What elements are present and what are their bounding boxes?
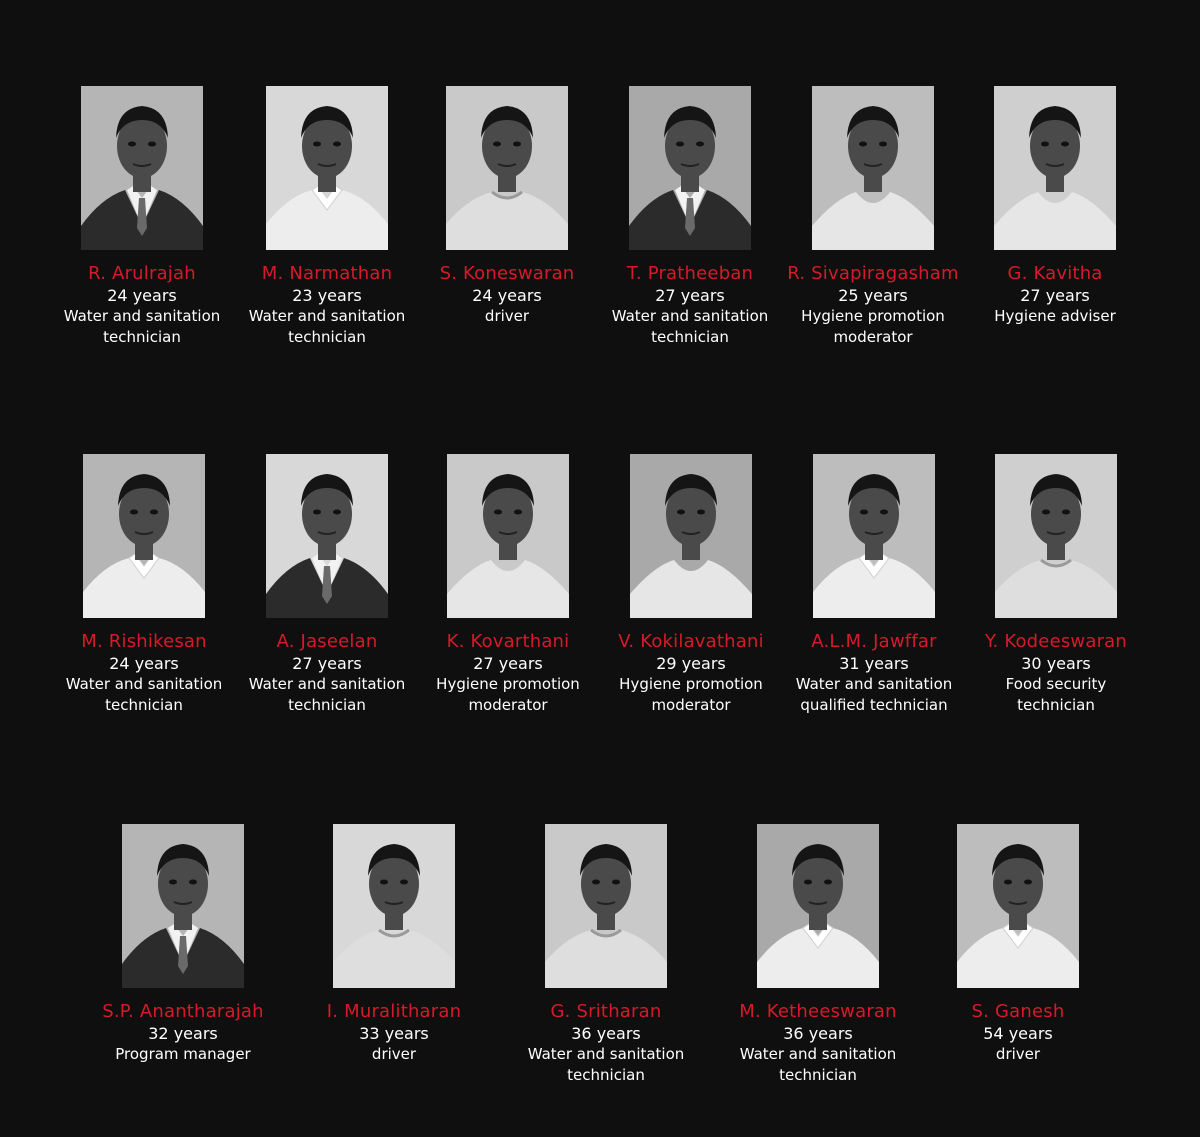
- person-role: Food security: [1005, 675, 1107, 693]
- person-name: I. Muralitharan: [326, 1001, 462, 1022]
- portrait-photo: [812, 86, 934, 250]
- person-card-m-rishikesan: [44, 454, 244, 716]
- portrait-photo: [813, 454, 935, 618]
- person-role: Water and sanitation: [65, 675, 223, 693]
- person-age: 24 years: [107, 286, 177, 305]
- person-role: Water and sanitation: [739, 1045, 897, 1063]
- person-role-line2: technician: [103, 328, 181, 346]
- portrait-photo: [266, 454, 388, 618]
- person-card-m-narmathan: [227, 86, 427, 348]
- person-card-m-ketheeswaran: [718, 824, 918, 1086]
- person-role-line2: technician: [567, 1066, 645, 1084]
- person-age: 27 years: [655, 286, 725, 305]
- person-role-line2: moderator: [468, 696, 548, 714]
- portrait-photo: [83, 454, 205, 618]
- person-role-line2: technician: [651, 328, 729, 346]
- person-role: driver: [995, 1045, 1041, 1063]
- person-role: Hygiene promotion: [801, 307, 945, 325]
- person-card-r-arulrajah: [42, 86, 242, 348]
- person-role: Water and sanitation: [63, 307, 221, 325]
- portrait-photo: [446, 86, 568, 250]
- person-card-s-p-anantharajah: [83, 824, 283, 1065]
- portrait-photo: [995, 454, 1117, 618]
- person-role: Hygiene promotion: [619, 675, 763, 693]
- person-card-r-sivapiragasham: [773, 86, 973, 348]
- portrait-photo: [994, 86, 1116, 250]
- person-role: Water and sanitation: [527, 1045, 685, 1063]
- person-age: 24 years: [109, 654, 179, 673]
- person-role: Water and sanitation: [611, 307, 769, 325]
- person-role: Water and sanitation: [248, 675, 406, 693]
- portrait-photo: [629, 86, 751, 250]
- person-role-line2: moderator: [651, 696, 731, 714]
- portrait-photo: [757, 824, 879, 988]
- portrait-photo: [447, 454, 569, 618]
- person-name: S. Koneswaran: [439, 263, 575, 284]
- person-name: S.P. Anantharajah: [102, 1001, 264, 1022]
- person-name: G. Sritharan: [550, 1001, 662, 1022]
- person-age: 25 years: [838, 286, 908, 305]
- portrait-photo: [122, 824, 244, 988]
- person-name: R. Sivapiragasham: [787, 263, 959, 284]
- person-age: 23 years: [292, 286, 362, 305]
- person-card-a-l-m-jawffar: [774, 454, 974, 716]
- person-role-line2: technician: [105, 696, 183, 714]
- person-role-line2: qualified technician: [800, 696, 948, 714]
- person-role: Water and sanitation: [795, 675, 953, 693]
- person-card-g-kavitha: [955, 86, 1155, 327]
- person-name: M. Rishikesan: [81, 631, 207, 652]
- person-card-i-muralitharan: [294, 824, 494, 1065]
- person-name: K. Kovarthani: [446, 631, 570, 652]
- person-card-s-koneswaran: [407, 86, 607, 327]
- person-name: Y. Kodeeswaran: [984, 631, 1128, 652]
- person-role: driver: [371, 1045, 417, 1063]
- person-age: 27 years: [292, 654, 362, 673]
- person-name: S. Ganesh: [971, 1001, 1065, 1022]
- person-age: 33 years: [359, 1024, 429, 1043]
- person-role-line2: technician: [1017, 696, 1095, 714]
- person-card-g-sritharan: [506, 824, 706, 1086]
- person-role-line2: technician: [288, 696, 366, 714]
- person-name: A.L.M. Jawffar: [811, 631, 937, 652]
- person-name: G. Kavitha: [1007, 263, 1103, 284]
- person-name: M. Ketheeswaran: [739, 1001, 897, 1022]
- person-role: Program manager: [115, 1045, 251, 1063]
- portrait-photo: [630, 454, 752, 618]
- person-card-y-kodeeswaran: [956, 454, 1156, 716]
- portrait-photo: [333, 824, 455, 988]
- person-age: 32 years: [148, 1024, 218, 1043]
- person-age: 30 years: [1021, 654, 1091, 673]
- person-age: 27 years: [473, 654, 543, 673]
- person-role: Hygiene adviser: [994, 307, 1116, 325]
- person-age: 36 years: [571, 1024, 641, 1043]
- person-name: V. Kokilavathani: [618, 631, 764, 652]
- person-name: R. Arulrajah: [88, 263, 196, 284]
- person-card-t-pratheeban: [590, 86, 790, 348]
- person-card-v-kokilavathani: [591, 454, 791, 716]
- person-name: T. Pratheeban: [626, 263, 754, 284]
- person-card-k-kovarthani: [408, 454, 608, 716]
- person-name: A. Jaseelan: [276, 631, 378, 652]
- person-role-line2: moderator: [833, 328, 913, 346]
- person-age: 36 years: [783, 1024, 853, 1043]
- person-role-line2: technician: [779, 1066, 857, 1084]
- person-role: driver: [484, 307, 530, 325]
- person-age: 29 years: [656, 654, 726, 673]
- person-name: M. Narmathan: [261, 263, 393, 284]
- person-age: 54 years: [983, 1024, 1053, 1043]
- portrait-photo: [81, 86, 203, 250]
- portrait-photo: [545, 824, 667, 988]
- person-role: Water and sanitation: [248, 307, 406, 325]
- person-age: 24 years: [472, 286, 542, 305]
- portrait-photo: [266, 86, 388, 250]
- person-card-s-ganesh: [918, 824, 1118, 1065]
- person-age: 27 years: [1020, 286, 1090, 305]
- person-card-a-jaseelan: [227, 454, 427, 716]
- portrait-photo: [957, 824, 1079, 988]
- person-role-line2: technician: [288, 328, 366, 346]
- person-age: 31 years: [839, 654, 909, 673]
- person-role: Hygiene promotion: [436, 675, 580, 693]
